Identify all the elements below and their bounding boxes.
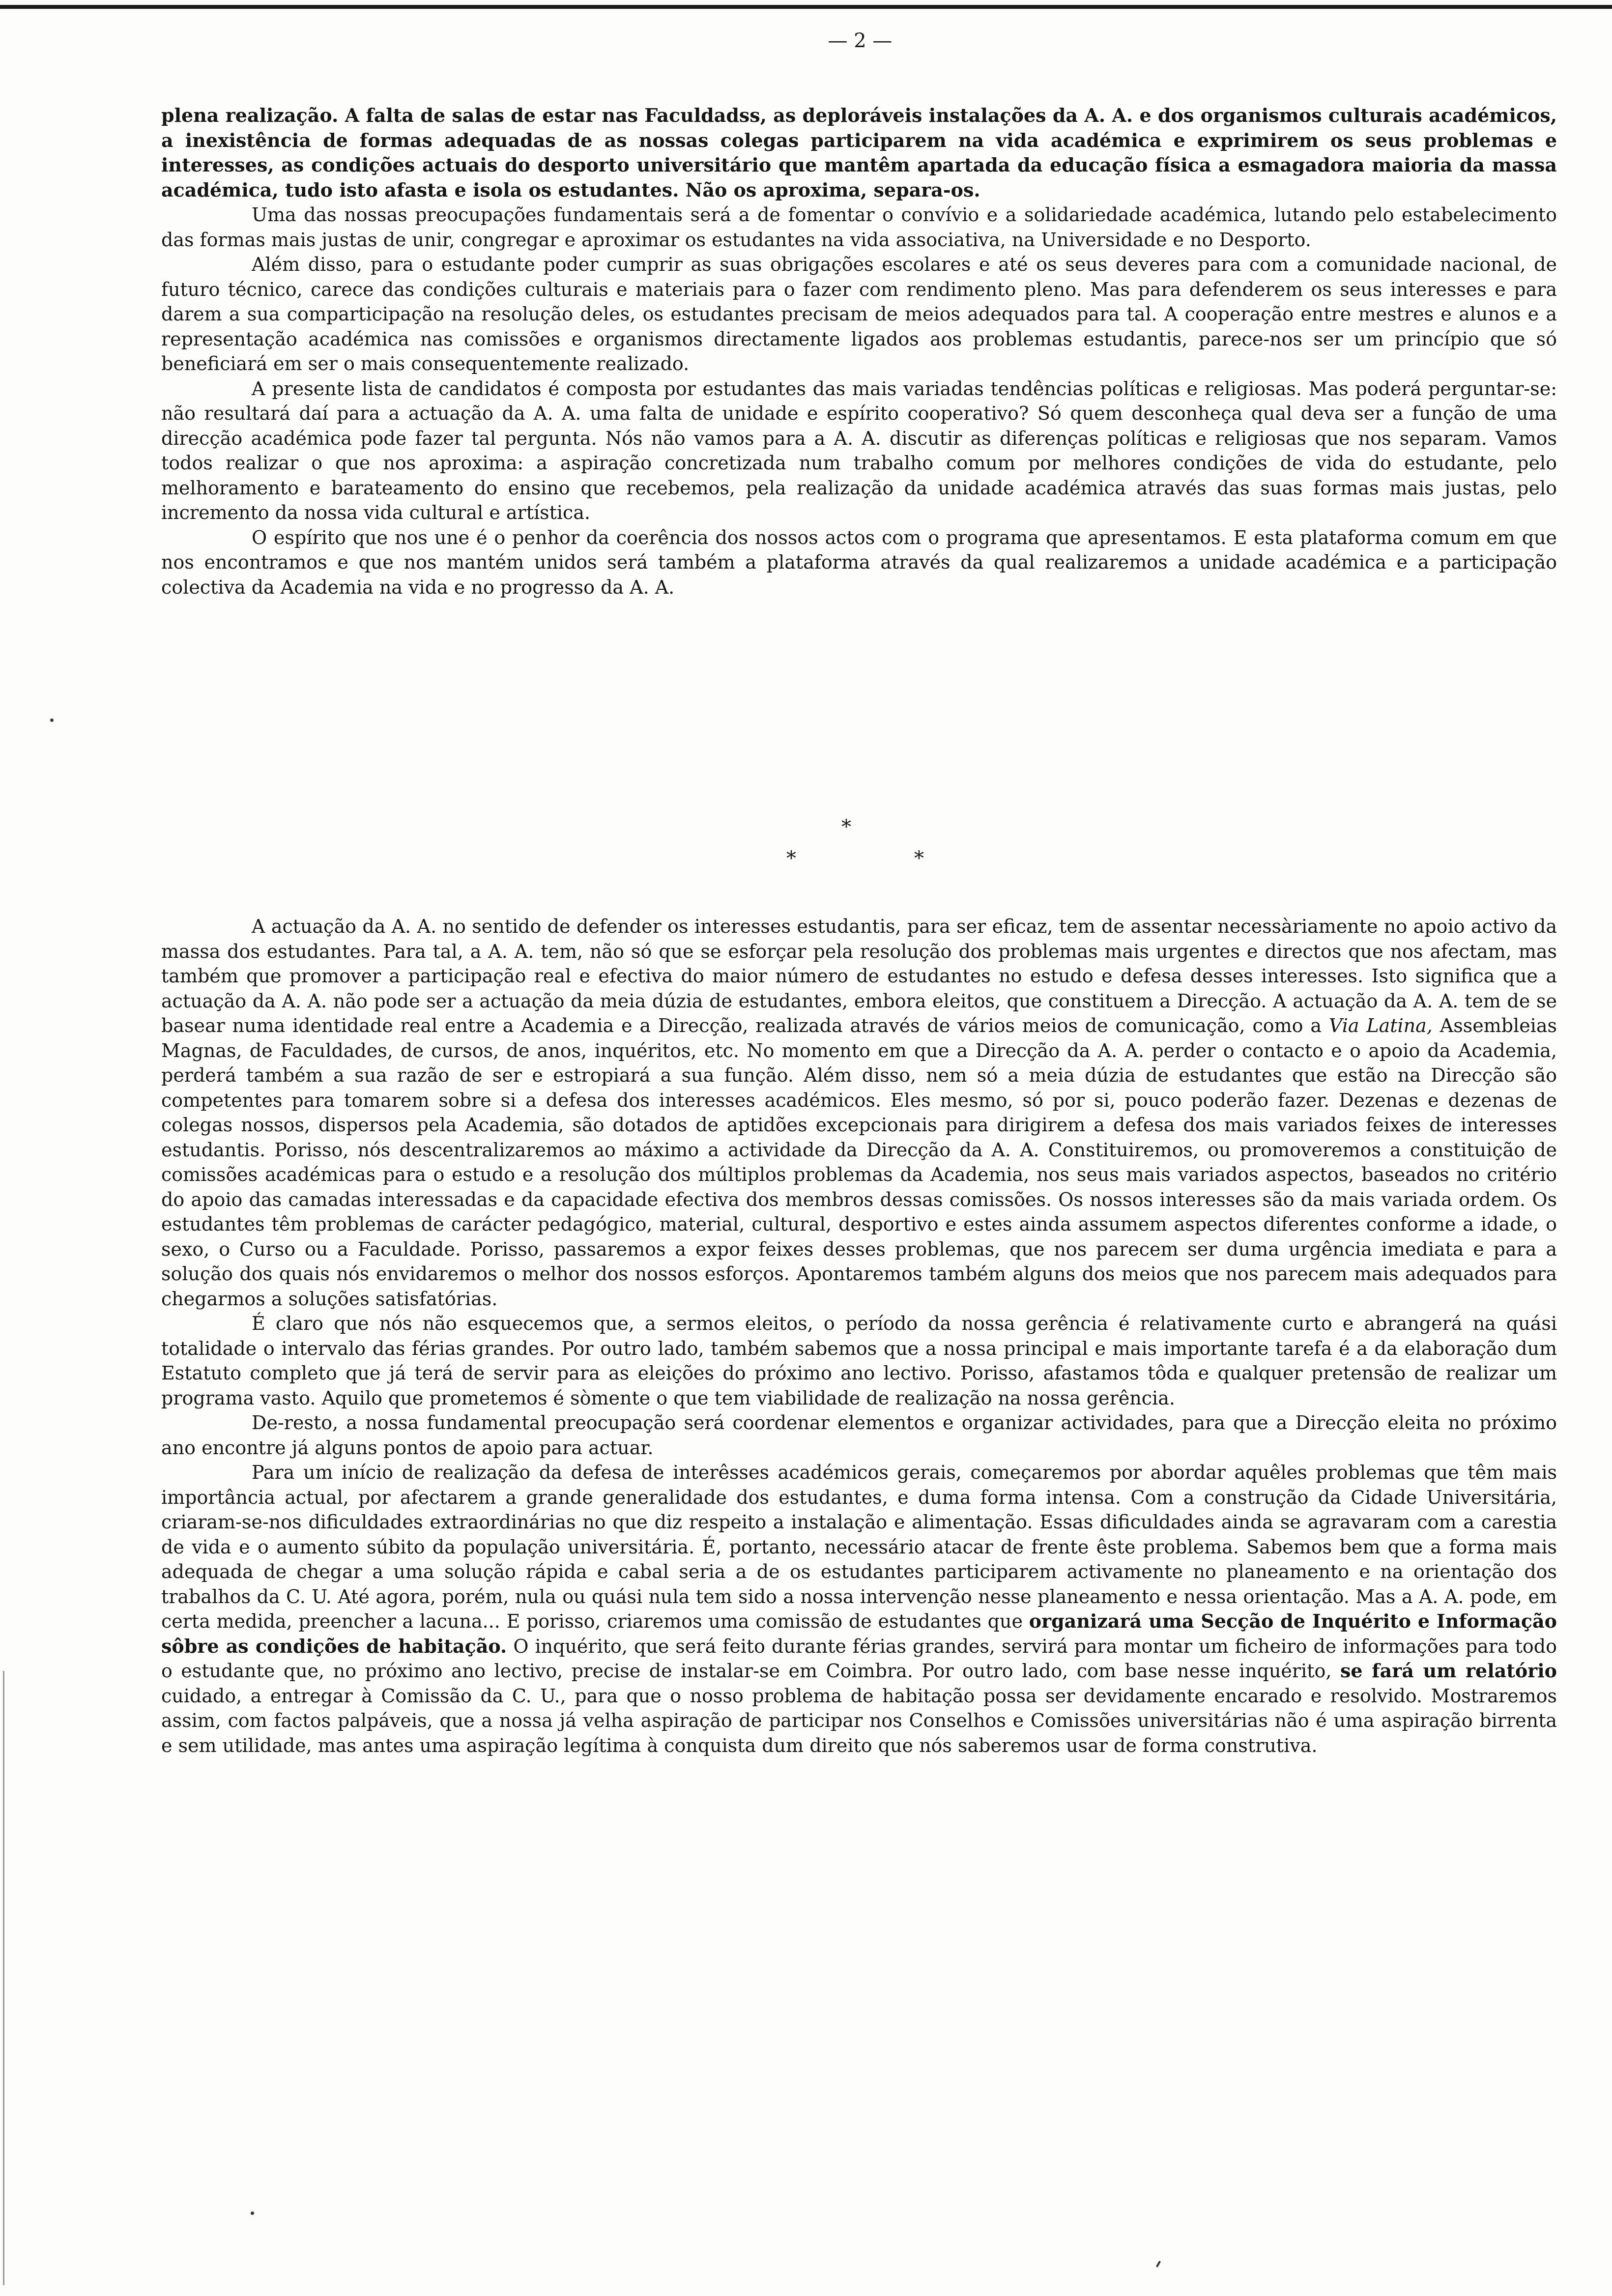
paragraph-3: Além disso, para o estudante poder cumprir as suas obrigações escolares e até os seus deveres para com a comunidade nacional, de futuro técnico, carece das condições culturais e materiais para o fazer com rendimento pleno. Mas para defenderem os seus interesses e para darem a sua comparticipação na resolução deles, os estudantes precisam de meios adequados para tal. A cooperação entre mestres e alunos e a representação académica nas comissões e organismos directamente ligados aos problemas estudantis, parece-nos ser um princípio que só beneficiará em ser o mais consequentemente realizado. <box>161 254 1557 374</box>
text-block-upper <box>161 103 1557 600</box>
text-block-lower <box>161 914 1557 1758</box>
ink-speck <box>50 718 54 722</box>
paragraph-8: De-resto, a nossa fundamental preocupação será coordenar elementos e organizar actividades, para que a Direcção eleita no próximo ano encontre já alguns pontos de apoio para actuar. <box>161 1412 1557 1459</box>
asterism-star-top: * <box>841 816 851 838</box>
paragraph-9-text-c: cuidado, a entregar à Comissão da C. U., para que o nosso problema de habitação possa ser devidamente encarado e resolvido. Mostraremos assim, com factos palpáveis, que a nossa já velha aspiração de participar nos Conselhos e Comissões universitárias não é uma aspiração birrenta e sem utilidade, mas antes uma aspiração legítima à conquista dum direito que nós saberemos usar de forma construtiva. <box>161 1685 1557 1756</box>
left-page-edge <box>3 1671 4 2285</box>
ink-mark <box>1156 2261 1161 2267</box>
paragraph-6-text-a: A actuação da A. A. no sentido de defender os interesses estudantis, para ser eficaz, tem de assentar necessàriamente no apoio activo da massa dos estudantes. Para tal, a A. A. tem, não só que se esforçar pela resolução dos problemas mais urgentes e directos que nos afectam, mas também que promover a participação real e efectiva do maior número de estudantes no estudo e defesa desses interesses. Isto significa que a actuação da A. A. não pode ser a actuação da meia dúzia de estudantes, embora eleitos, que constituem a Direcção. A actuação da A. A. tem de se basear numa identidade real entre a Academia e a Direcção, realizada através de vários meios de comunicação, como a <box>161 916 1557 1036</box>
via-latina-title: Via Latina, <box>1328 1015 1433 1036</box>
paragraph-9 <box>161 1460 1557 1758</box>
page-number: — 2 — <box>828 29 892 52</box>
paragraph-9-bold-a: organizará uma Secção de Inquérito e Informação sôbre as condições de habitação. <box>161 1610 1557 1657</box>
paragraph-5: O espírito que nos une é o penhor da coerência dos nossos actos com o programa que apresentamos. E esta plataforma comum em que nos encontramos e que nos mantém unidos será também a plataforma através da qual realizaremos a unidade académica e a participação colectiva da Academia na vida e no progresso da A. A. <box>161 526 1557 598</box>
paragraph-6 <box>161 914 1557 1311</box>
ink-speck <box>251 2211 254 2215</box>
top-rule <box>0 5 1612 9</box>
paragraph-2: Uma das nossas preocupações fundamentais será a de fomentar o convívio e a solidariedade académica, lutando pelo estabelecimento das formas mais justas de unir, congregar e aproximar os estudantes na vida associativa, na Universidade e no Desporto. <box>161 204 1557 251</box>
paragraph-1 <box>161 103 1557 202</box>
asterism-star-right: * <box>914 847 924 870</box>
paragraph-4: A presente lista de candidatos é composta por estudantes das mais variadas tendências políticas e religiosas. Mas poderá perguntar-se: não resultará daí para a actuação da A. A. uma falta de unidade e espírito cooperativo? Só quem desconheça qual deva ser a função de uma direcção académica pode fazer tal pergunta. Nós não vamos para a A. A. discutir as diferenças políticas e religiosas que nos separam. Vamos todos realizar o que nos aproxima: a aspiração concretizada num trabalho comum por melhores condições de vida do estudante, pelo melhoramento e barateamento do ensino que recebemos, pela realização da unidade académica através das suas formas mais justas, pelo incremento da nossa vida cultural e artística. <box>161 377 1557 523</box>
paragraph-6-text-b: Assembleias Magnas, de Faculdades, de cursos, de anos, inquéritos, etc. No momento em que a Direcção da A. A. perder o contacto e o apoio da Academia, perderá também a sua razão de ser e estropiará a sua função. Além disso, nem só a meia dúzia de estudantes que estão na Direcção são competentes para tomarem sobre si a defesa dos interesses académicos. Eles mesmo, só por si, pouco poderão fazer. Dezenas e dezenas de colegas nossos, dispersos pela Academia, são dotados de aptidões excepcionais para dirigirem a defesa dos mais variados feixes de interesses estudantis. Porisso, nós descentralizaremos ao máximo a actividade da Direcção da A. A. Constituiremos, ou promoveremos a constituição de comissões académicas para o estudo e a resolução dos múltiplos problemas da Academia, nos seus mais variados aspectos, baseados no critério do apoio das camadas interessadas e da capacidade efectiva dos membros dessas comissões. Os nossos interesses são da mais variada ordem. Os estudantes têm problemas de carácter pedagógico, material, cultural, desportivo e estes ainda assumem aspectos diferentes conforme a idade, o sexo, o Curso ou a Faculdade. Porisso, passaremos a expor feixes desses problemas, que nos parecem ser duma urgência imediata e para a solução dos quais nós envidaremos o melhor dos nossos esforços. Apontaremos também alguns dos meios que nos parecem mais adequados para chegarmos a soluções satisfatórias. <box>161 1015 1557 1310</box>
paragraph-9-text-b: O inquérito, que será feito durante férias grandes, servirá para montar um ficheiro de informações para todo o estudante que, no próximo ano lectivo, precise de instalar-se em Coimbra. Por outro lado, com base nesse inquérito, <box>161 1635 1557 1682</box>
asterism-star-left: * <box>786 847 796 870</box>
paragraph-9-bold-b: se fará um relatório <box>1340 1660 1557 1682</box>
paragraph-9-text-a: Para um início de realização da defesa de interêsses académicos gerais, começaremos por abordar aquêles problemas que têm mais importância actual, por afectarem a grande generalidade dos estudantes, e duma forma intensa. Com a construção da Cidade Universitária, criaram-se-nos dificuldades extraordinárias no que diz respeito a instalação e alimentação. Essas dificuldades ainda se agravaram com a carestia de vida e o aumento súbito da população universitária. É, portanto, necessário atacar de frente êste problema. Sabemos bem que a forma mais adequada de chegar a uma solução rápida e cabal seria a de os estudantes participarem activamente no planeamento e na orientação dos trabalhos da C. U. Até agora, porém, nula ou quási nula tem sido a nossa intervenção nesse planeamento e nessa orientação. Mas a A. A. pode, em certa medida, preencher a lacuna... E porisso, criaremos uma comissão de estudantes que <box>161 1462 1557 1632</box>
paragraph-1-text: plena realização. A falta de salas de estar nas Faculdadss, as deploráveis instalações da A. A. e dos organismos culturais académicos, a inexistência de formas adequadas de as nossas colegas participarem na vida académica e exprimirem os seus problemas e interesses, as condições actuais do desporto universitário que mantêm apartada da educação física a esmagadora maioria da massa académica, tudo isto afasta e isola os estudantes. Não os aproxima, separa-os. <box>161 104 1557 201</box>
paragraph-7: É claro que nós não esquecemos que, a sermos eleitos, o período da nossa gerência é relativamente curto e abrangerá na quási totalidade o intervalo das férias grandes. Por outro lado, também sabemos que a nossa principal e mais importante tarefa é a da elaboração dum Estatuto completo que já terá de servir para as eleições do próximo ano lectivo. Porisso, afastamos tôda e qualquer pretensão de realizar um programa vasto. Aquilo que prometemos é sòmente o que tem viabilidade de realização na nossa gerência. <box>161 1313 1557 1409</box>
section-asterism <box>767 816 934 875</box>
